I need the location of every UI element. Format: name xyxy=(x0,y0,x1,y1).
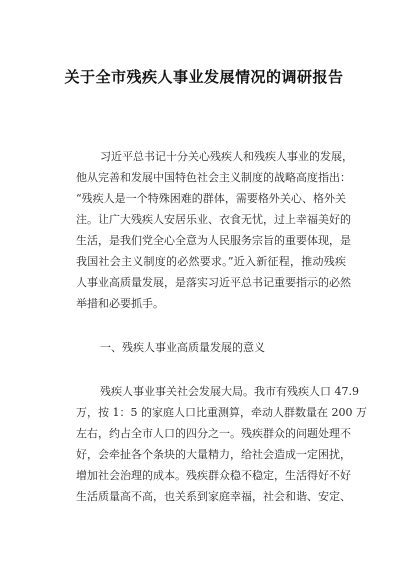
section-heading: 一、残疾人事业高质量发展的意义 xyxy=(100,341,265,354)
paragraph-line: 生活质量高不高，也关系到家庭幸福，社会和谐、安定、 xyxy=(76,490,351,503)
section-paragraph xyxy=(76,381,367,507)
intro-paragraph xyxy=(76,146,353,314)
paragraph-line: 我国社会主义制度的必然要求。”近入新征程，推动残疾 xyxy=(76,255,346,268)
paragraph-line: 生活，是我们党全心全意为人民服务宗旨的重要体现，是 xyxy=(76,234,351,247)
paragraph-line: 残疾人事业事关社会发展大局。我市有残疾人口 47.9 xyxy=(100,385,359,398)
paragraph-line: 习近平总书记十分关心残疾人和残疾人事业的发展， xyxy=(100,150,353,163)
section-heading-block xyxy=(76,337,346,358)
paragraph-line: “残疾人是一个特殊困难的群体，需要格外关心、格外关 xyxy=(76,192,346,205)
paragraph-line: 注。让广大残疾人安居乐业、衣食无忧，过上幸福美好的 xyxy=(76,213,351,226)
paragraph-line: 举措和必要抓手。 xyxy=(76,297,164,310)
paragraph-line: 增加社会治理的成本。残疾群众稳不稳定，生活得好不好 xyxy=(76,469,351,482)
paragraph-line: 人事业高质量发展，是落实习近平总书记重要指示的必然 xyxy=(76,276,351,289)
paragraph-line: 好，会牵扯各个条块的大量精力，给社会造成一定困扰， xyxy=(76,448,351,461)
paragraph-line: 万，按 1：5 的家庭人口比重测算，牵动人群数量在 200 万 xyxy=(76,406,367,419)
document-title: 关于全市残疾人事业发展情况的调研报告 xyxy=(64,68,344,86)
paragraph-line: 左右，约占全市人口的四分之一。残疾群众的问题处理不 xyxy=(76,427,351,440)
paragraph-line: 他从完善和发展中国特色社会主义制度的战略高度指出： xyxy=(76,171,351,184)
